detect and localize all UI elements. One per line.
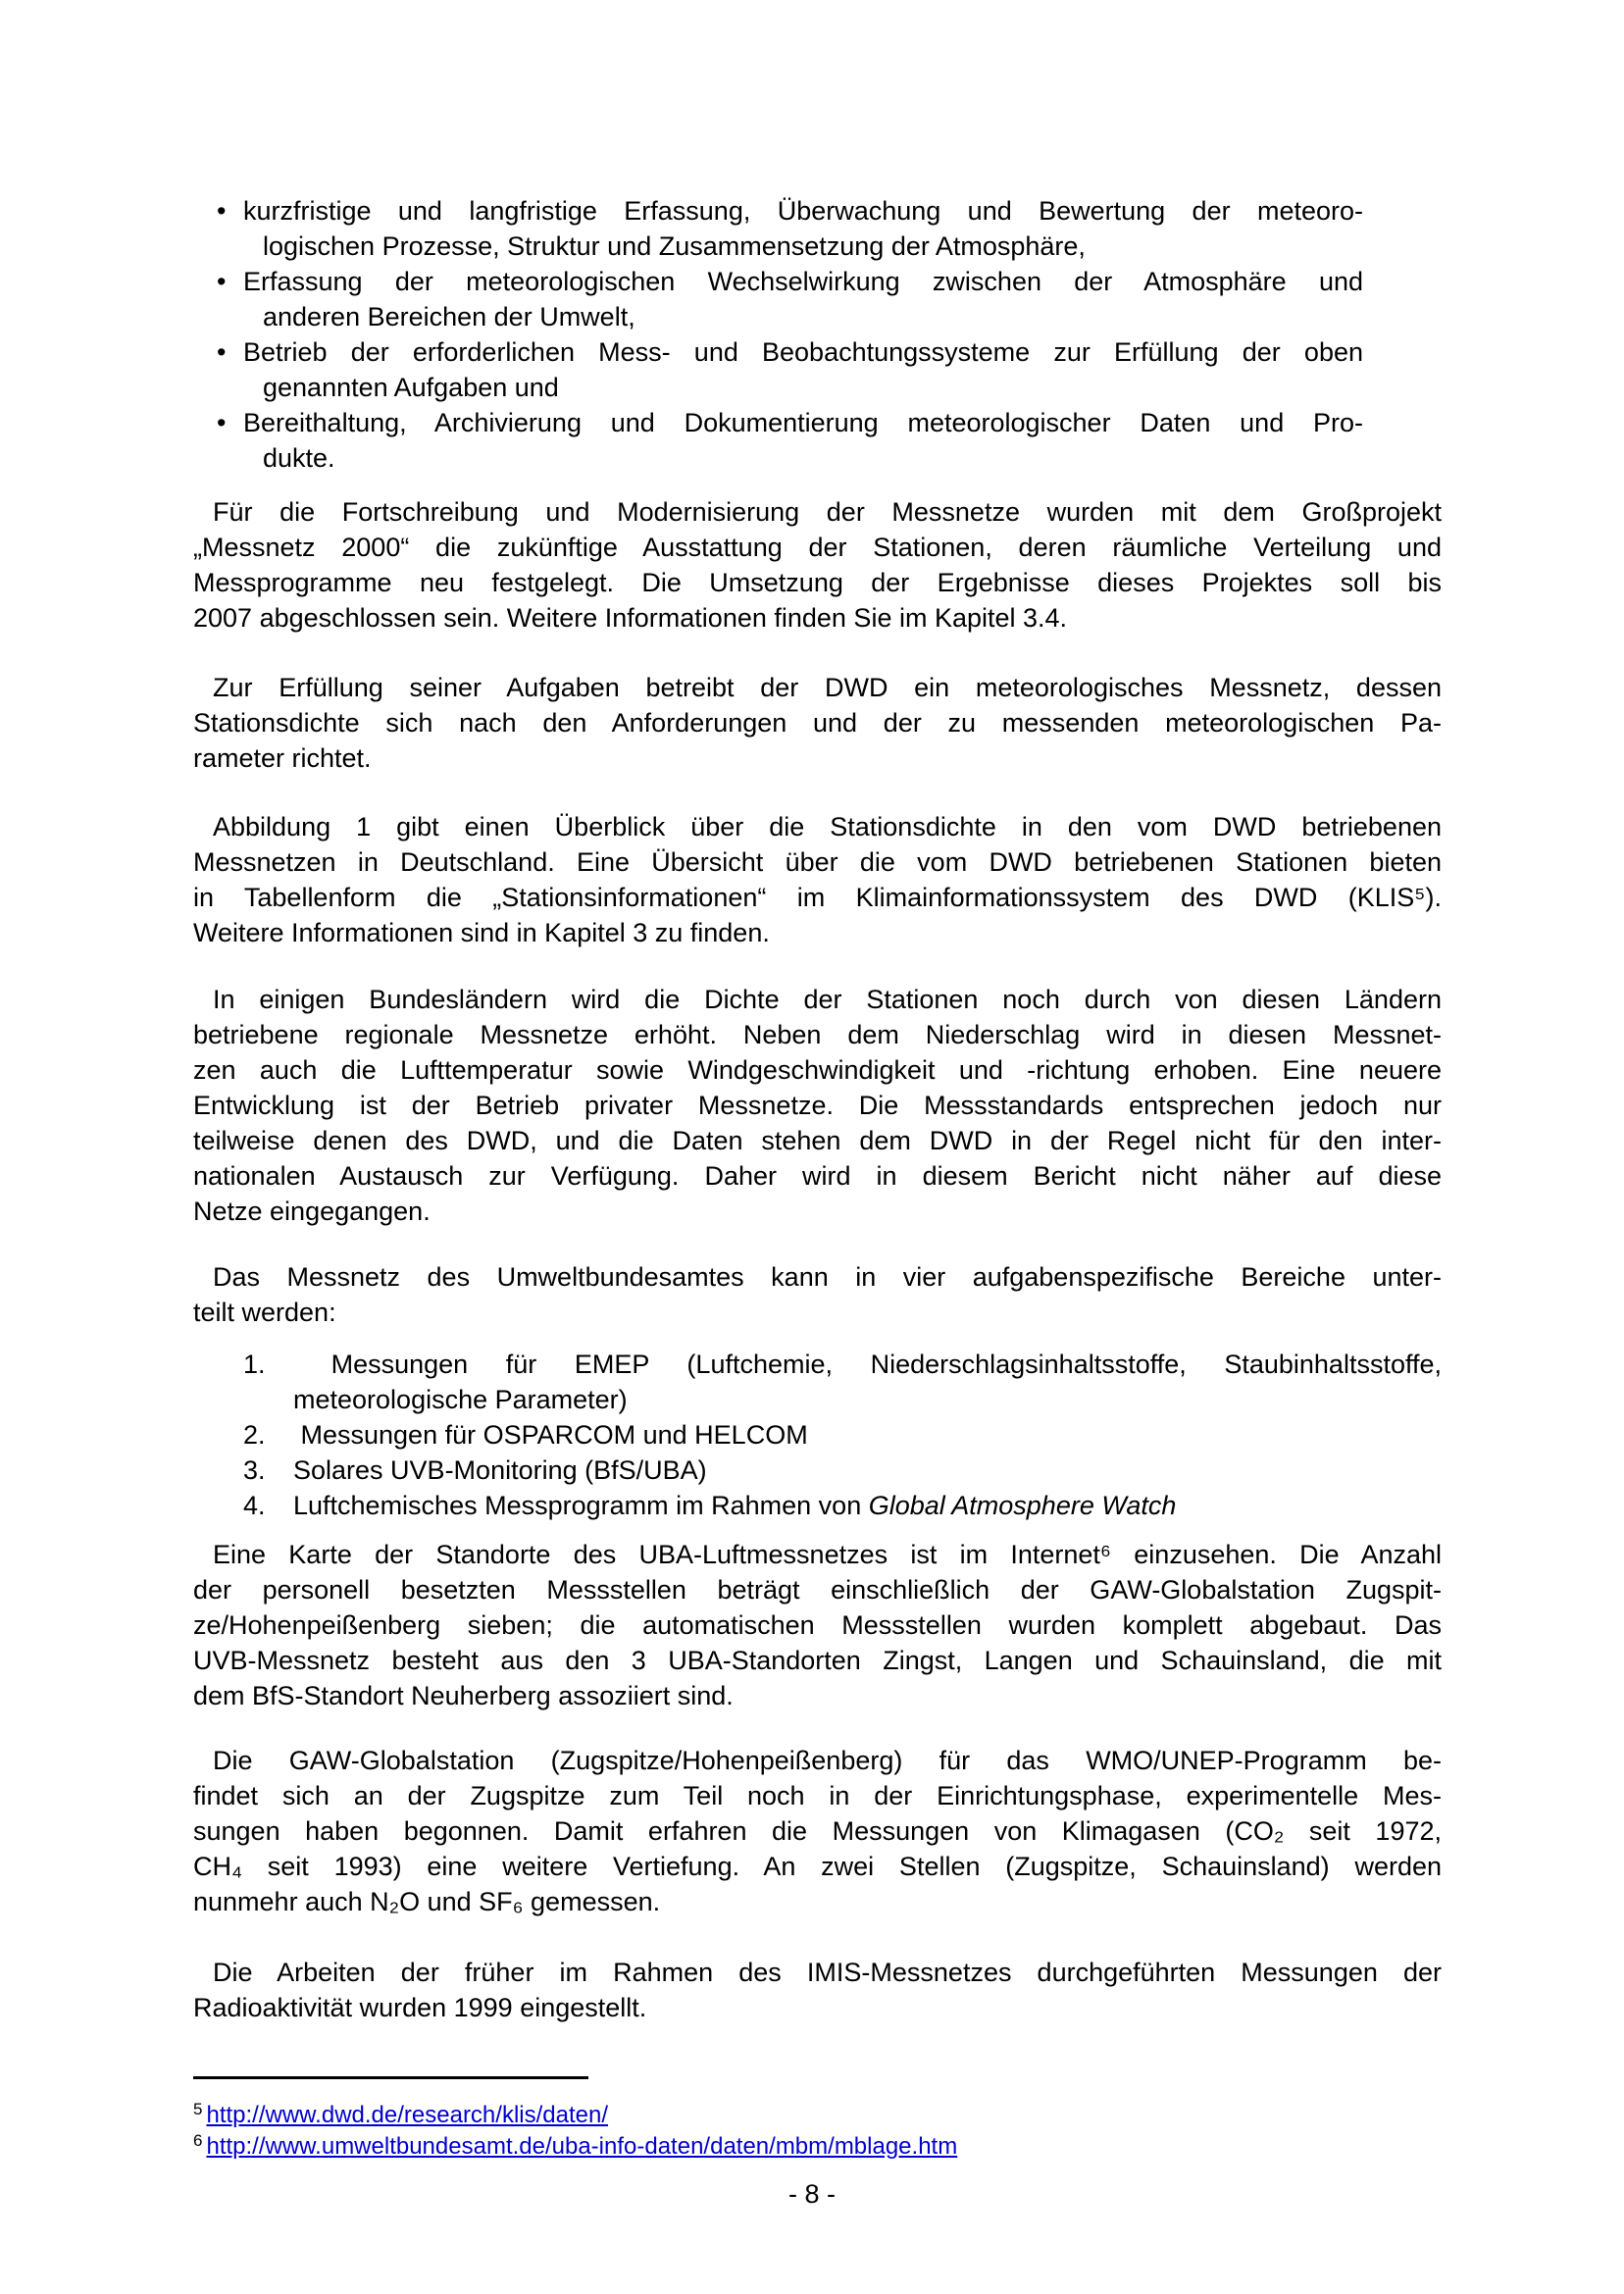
footnote-6 <box>193 2126 957 2162</box>
paragraph-dwd-messnetz <box>193 670 1442 776</box>
bullet-item <box>217 334 1363 405</box>
text-line: Das Messnetz des Umweltbundesamtes kann in vier aufgabenspezifische Bereiche unter- <box>213 1262 1442 1292</box>
bullet-list <box>217 193 1363 476</box>
item-number: 2. <box>243 1420 266 1450</box>
text-line: sungen haben begonnen. Damit erfahren die Messungen von Klimagasen (CO₂ seit 1972, <box>193 1816 1442 1846</box>
text-line: Für die Fortschreibung und Modernisierung der Messnetze wurden mit dem Großprojekt <box>213 497 1442 527</box>
text-line: Messprogramme neu festgelegt. Die Umsetzung der Ergebnisse dieses Projektes soll bis <box>193 568 1442 597</box>
text-line: Messungen für EMEP (Luftchemie, Niederschlagsinhaltsstoffe, Staubinhaltsstoffe, <box>293 1350 1442 1379</box>
text-line: ze/Hohenpeißenberg sieben; die automatischen Messstellen wurden komplett abgebaut. Das <box>193 1610 1442 1640</box>
page-number: - 8 - <box>787 2179 836 2209</box>
text-line: teilweise denen des DWD, und die Daten stehen dem DWD in der Regel nicht für den inter- <box>193 1126 1442 1155</box>
footnote-link[interactable]: http://www.dwd.de/research/klis/daten/ <box>206 2102 609 2128</box>
text-line: Die GAW-Globalstation (Zugspitze/Hohenpeißenberg) für das WMO/UNEP-Programm be- <box>213 1746 1442 1775</box>
paragraph-gaw-globalstation <box>193 1743 1442 1919</box>
numbered-item <box>243 1453 1442 1488</box>
paragraph-uba-messnetz <box>193 1259 1442 1330</box>
text-line: findet sich an der Zugspitze zum Teil noch in der Einrichtungsphase, experimentelle Mes- <box>193 1781 1442 1810</box>
bullet-icon: • <box>217 267 227 296</box>
text-line: Abbildung 1 gibt einen Überblick über die Stationsdichte in den vom DWD betriebenen <box>213 812 1442 841</box>
bullet-icon: • <box>217 337 227 367</box>
text-line: Die Arbeiten der früher im Rahmen des IMIS-Messnetzes durchgeführten Messungen der <box>213 1958 1442 1987</box>
numbered-list <box>243 1347 1442 1523</box>
footnote-mark: 6 <box>193 2131 203 2150</box>
paragraph-abbildung-1 <box>193 809 1442 950</box>
text-line: meteorologische Parameter) <box>293 1385 628 1414</box>
text-line: nunmehr auch N₂O und SF₆ gemessen. <box>193 1887 661 1916</box>
numbered-item <box>243 1417 1442 1453</box>
text-line: UVB-Messnetz besteht aus den 3 UBA-Standorten Zingst, Langen und Schauinsland, die mit <box>193 1646 1442 1675</box>
footnote-5 <box>193 2095 608 2130</box>
text-line: „Messnetz 2000“ die zukünftige Ausstattung der Stationen, deren räumliche Verteilung und <box>193 533 1442 562</box>
bullet-icon: • <box>217 408 227 437</box>
paragraph-messnetz-2000 <box>193 494 1442 636</box>
text-line: zen auch die Lufttemperatur sowie Windgeschwindigkeit und -richtung erhoben. Eine neuere <box>193 1055 1442 1085</box>
paragraph-bundeslaender <box>193 982 1442 1229</box>
footnote-mark: 5 <box>193 2100 203 2118</box>
text-line <box>293 1488 1442 1523</box>
paragraph-uba-standorte <box>193 1537 1442 1713</box>
text-line: Radioaktivität wurden 1999 eingestellt. <box>193 1993 647 2022</box>
text-line: dem BfS-Standort Neuherberg assoziiert sind. <box>193 1681 734 1710</box>
text-line: Messungen für OSPARCOM und HELCOM <box>293 1420 808 1450</box>
text-line: Messnetzen in Deutschland. Eine Übersicht über die vom DWD betriebenen Stationen bieten <box>193 847 1442 877</box>
text-line: betriebene regionale Messnetze erhöht. Neben dem Niederschlag wird in diesen Messnet- <box>193 1020 1442 1049</box>
text-line: anderen Bereichen der Umwelt, <box>263 302 635 331</box>
bullet-icon: • <box>217 196 227 226</box>
bullet-item <box>217 193 1363 264</box>
bullet-item <box>217 405 1363 476</box>
text-line: Erfassung der meteorologischen Wechselwirkung zwischen der Atmosphäre und <box>243 267 1363 296</box>
item-number: 1. <box>243 1350 266 1379</box>
numbered-item <box>243 1347 1442 1417</box>
text-line: Betrieb der erforderlichen Mess- und Beobachtungssysteme zur Erfüllung der oben <box>243 337 1363 367</box>
text-line: CH₄ seit 1993) eine weitere Vertiefung. An zwei Stellen (Zugspitze, Schauinsland) werden <box>193 1852 1442 1881</box>
text-line: dukte. <box>263 443 335 473</box>
text-line: der personell besetzten Messstellen beträgt einschließlich der GAW-Globalstation Zugspit- <box>193 1575 1442 1605</box>
text-line: genannten Aufgaben und <box>263 373 559 402</box>
bullet-item <box>217 264 1363 334</box>
item-number: 4. <box>243 1491 266 1520</box>
item-italic-text: Global Atmosphere Watch <box>868 1491 1177 1520</box>
text-line: logischen Prozesse, Struktur und Zusammensetzung der Atmosphäre, <box>263 231 1086 261</box>
text-line: Weitere Informationen sind in Kapitel 3 zu finden. <box>193 918 770 947</box>
text-line: In einigen Bundesländern wird die Dichte der Stationen noch durch von diesen Ländern <box>213 985 1442 1014</box>
text-line: 2007 abgeschlossen sein. Weitere Informationen finden Sie im Kapitel 3.4. <box>193 603 1068 633</box>
text-line: Netze eingegangen. <box>193 1197 431 1226</box>
numbered-item <box>243 1488 1442 1523</box>
item-text: Luftchemisches Messprogramm im Rahmen von <box>293 1491 869 1520</box>
text-line: teilt werden: <box>193 1298 336 1327</box>
footnote-link[interactable]: http://www.umweltbundesamt.de/uba-info-daten/daten/mbm/mblage.htm <box>206 2133 958 2160</box>
text-line: nationalen Austausch zur Verfügung. Daher wird in diesem Bericht nicht näher auf diese <box>193 1161 1442 1191</box>
text-line: Eine Karte der Standorte des UBA-Luftmessnetzes ist im Internet⁶ einzusehen. Die Anzahl <box>213 1540 1442 1569</box>
item-number: 3. <box>243 1455 266 1485</box>
footnote-separator <box>193 2076 588 2079</box>
text-line: in Tabellenform die „Stationsinformationen“ im Klimainformationssystem des DWD (KLIS⁵). <box>193 883 1442 912</box>
text-line: Bereithaltung, Archivierung und Dokumentierung meteorologischer Daten und Pro- <box>243 408 1363 437</box>
paragraph-imis <box>193 1955 1442 2025</box>
text-line: rameter richtet. <box>193 743 372 773</box>
text-line: Zur Erfüllung seiner Aufgaben betreibt der DWD ein meteorologisches Messnetz, dessen <box>213 673 1442 702</box>
text-line: kurzfristige und langfristige Erfassung, Überwachung und Bewertung der meteoro- <box>243 196 1363 226</box>
text-line: Stationsdichte sich nach den Anforderungen und der zu messenden meteorologischen Pa- <box>193 708 1442 738</box>
text-line: Solares UVB-Monitoring (BfS/UBA) <box>293 1455 707 1485</box>
text-line: Entwicklung ist der Betrieb privater Messnetze. Die Messstandards entsprechen jedoch nur <box>193 1091 1442 1120</box>
